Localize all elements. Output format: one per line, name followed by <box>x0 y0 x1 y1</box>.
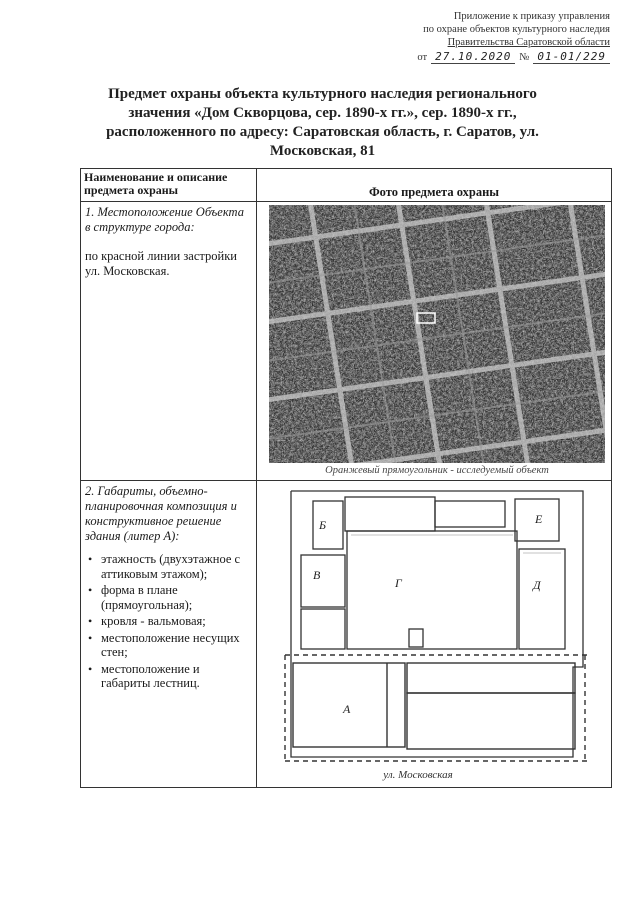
header-left: Наименование и описание предмета охраны <box>81 169 257 202</box>
row1-heading: 1. Местоположение Объекта в структуре города: <box>85 205 244 234</box>
appendix-header <box>350 10 610 64</box>
row1-photo-cell <box>257 202 612 481</box>
appendix-line-3: Правительства Саратовской области <box>447 37 610 48</box>
aerial-photo-wrap <box>257 202 611 476</box>
number-prefix: № <box>519 52 530 63</box>
plan-label-v: В <box>313 568 321 582</box>
row2-description <box>81 481 257 788</box>
list-item: • местоположение несущих стен; <box>101 631 252 660</box>
list-item: • этажность (двухэтажное с аттиковым этажом); <box>101 552 252 581</box>
plan-label-e: Е <box>535 512 543 526</box>
floor-plan <box>283 487 589 769</box>
number-value: 01-01/229 <box>533 50 610 64</box>
plan-label-b: Б <box>319 518 327 532</box>
list-item: • кровля - вальмовая; <box>101 614 252 629</box>
appendix-date-number <box>350 50 610 64</box>
header-right: Фото предмета охраны <box>257 169 612 202</box>
table-header-row <box>81 169 612 202</box>
plan-label-d: Д <box>533 578 541 592</box>
aerial-photo-caption: Оранжевый прямоугольник - исследуемый объект <box>325 465 549 476</box>
plan-caption: ул. Московская <box>383 769 453 781</box>
plan-label-a: А <box>343 702 351 716</box>
date-prefix: от <box>417 52 428 63</box>
list-item: • форма в плане (прямоугольная); <box>101 583 252 612</box>
row1-text: по красной линии застройки ул. Московская. <box>85 249 237 278</box>
table-row <box>81 202 612 481</box>
document-title: Предмет охраны объекта культурного наследия регионального значения «Дом Скворцова, сер. 1890-х гг.», сер. 1890-х гг., расположенного по адресу: Саратовская область, г. Саратов, ул. Московская, 81 <box>106 86 539 159</box>
appendix-line-2: по охране объектов культурного наследия <box>423 24 610 35</box>
row2-items <box>85 552 252 691</box>
date-value: 27.10.2020 <box>431 50 515 64</box>
row2-heading: 2. Габариты, объемно-планировочная композиция и конструктивное решение здания (литер А): <box>85 484 237 543</box>
table-row <box>81 481 612 788</box>
row1-description <box>81 202 257 481</box>
floor-plan-wrap <box>257 481 611 781</box>
list-item: • местоположение и габариты лестниц. <box>101 662 252 691</box>
row2-plan-cell <box>257 481 612 788</box>
appendix-line-1: Приложение к приказу управления <box>453 11 610 22</box>
protection-subject-table <box>80 168 612 788</box>
aerial-photo <box>269 205 605 463</box>
plan-label-g: Г <box>395 576 402 590</box>
